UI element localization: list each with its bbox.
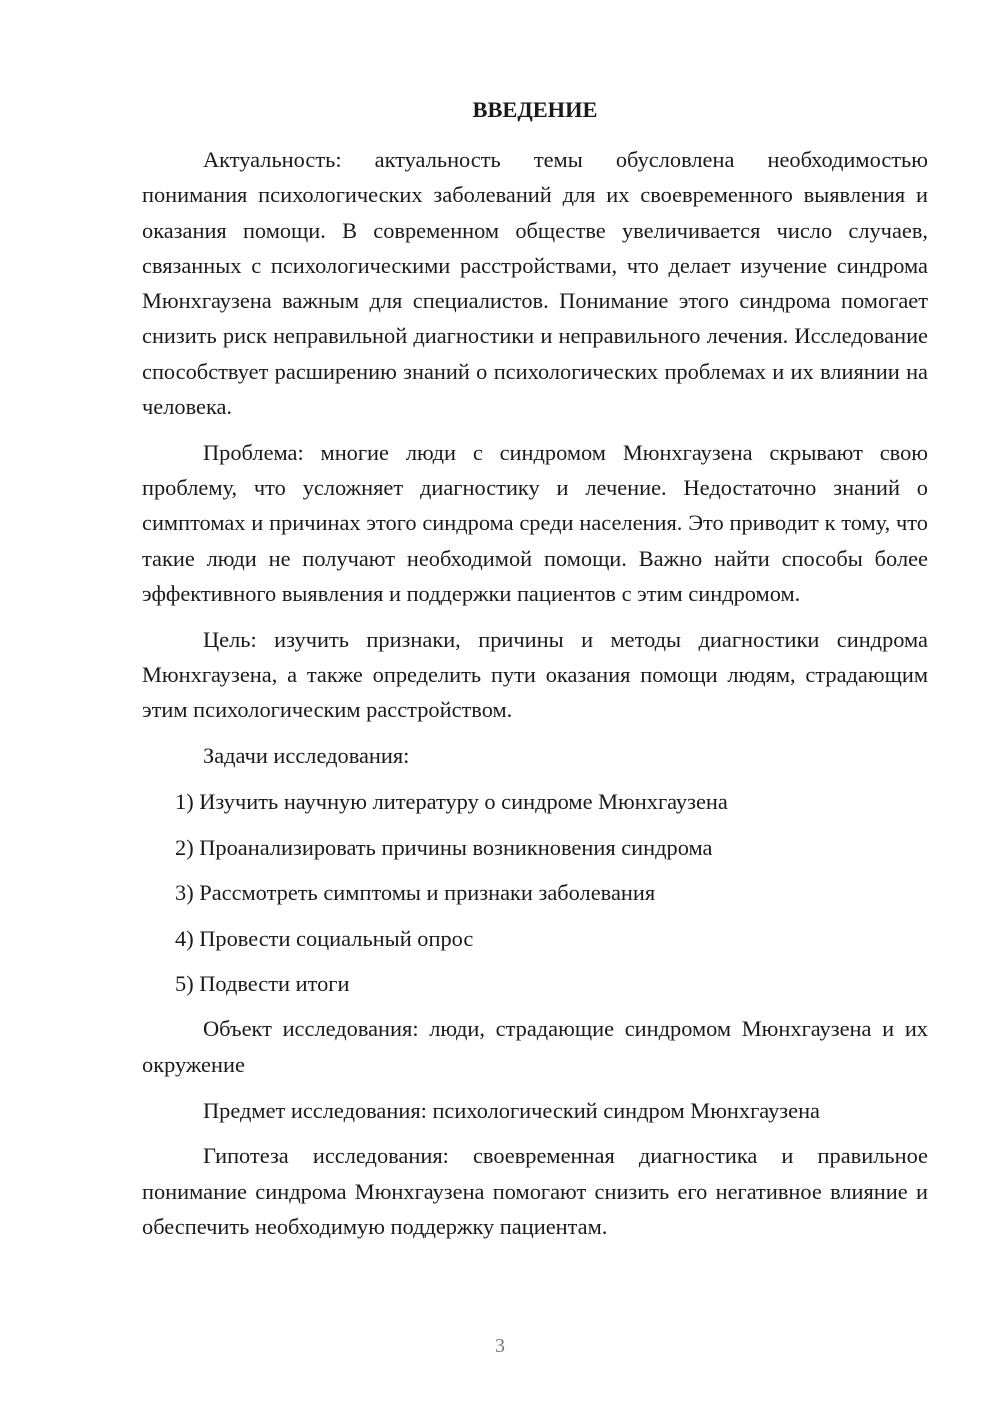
task-item: 5) Подвести итоги xyxy=(175,970,350,996)
relevance-paragraph: Актуальность: актуальность темы обусловлена необходимостью понимания психологических заболеваний для их своевременного выявления и оказания помощи. В современном обществе увеличивается число случаев, связанных с психологическими расстройствами, что делает изучение синдрома Мюнхгаузена важным для специалистов. Понимание этого синдрома помогает снизить риск неправильной диагностики и неправильного лечения. Исследование способствует расширению знаний о психологических проблемах и их влиянии на человека. xyxy=(142,147,928,420)
tasks-list xyxy=(142,784,928,1001)
page-number: 3 xyxy=(495,1335,505,1357)
task-item: 1) Изучить научную литературу о синдроме Мюнхгаузена xyxy=(175,789,728,815)
section-heading: ВВЕДЕНИЕ xyxy=(472,97,598,122)
object-paragraph: Объект исследования: люди, страдающие синдромом Мюнхгаузена и их окружение xyxy=(142,1016,928,1077)
problem-paragraph: Проблема: многие люди с синдромом Мюнхгаузена скрывают свою проблему, что усложняет диагностику и лечение. Недостаточно знаний о симптомах и причинах этого синдрома среди населения. Это приводит к тому, что такие люди не получают необходимой помощи. Важно найти способы более эффективного выявления и поддержки пациентов с этим синдромом. xyxy=(142,439,928,607)
document-page xyxy=(142,92,928,1244)
goal-paragraph: Цель: изучить признаки, причины и методы диагностики синдрома Мюнхгаузена, а также определить пути оказания помощи людям, страдающим этим психологическим расстройством. xyxy=(142,626,928,723)
tasks-title: Задачи исследования: xyxy=(203,743,410,769)
hypothesis-paragraph: Гипотеза исследования: своевременная диагностика и правильное понимание синдрома Мюнхгаузена помогают снизить его негативное влияние и обеспечить необходимую поддержку пациентам. xyxy=(142,1143,928,1239)
task-item: 3) Рассмотреть симптомы и признаки заболевания xyxy=(175,880,656,906)
subject-paragraph: Предмет исследования: психологический синдром Мюнхгаузена xyxy=(203,1097,820,1123)
task-item: 4) Провести социальный опрос xyxy=(175,925,474,951)
task-item: 2) Проанализировать причины возникновения синдрома xyxy=(175,834,713,860)
